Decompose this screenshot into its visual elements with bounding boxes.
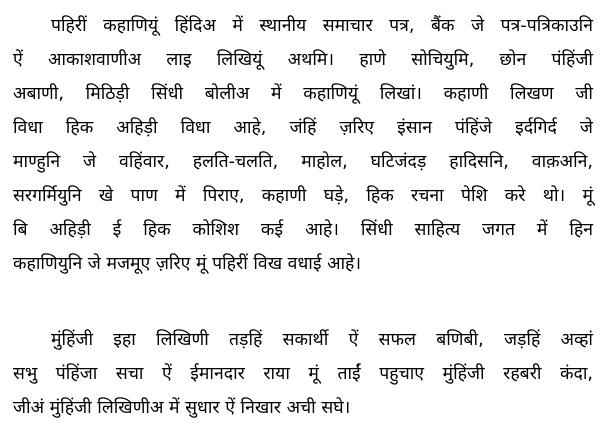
text-line: जीअं मुंहिंजी लिखिणीअ में सुधार ऐं निखार अची सघे।: [13, 398, 351, 418]
text-line: अबाणी, मिठिड़ी सिंधी बोलीअ में कहाणियूं लिखां। कहाणी लिखण जी: [13, 84, 593, 104]
text-line: पहिरीं कहाणियूं हिंदिअ में स्थानीय समाचार पत्र, बैंक जे पत्र-पत्रिकाउनि: [51, 16, 593, 36]
text-line: सभु पंहिंजा सचा ऐं ईमानदार राया मूं ताईं पहुचाए मुंहिंजी रहबरी कंदा,: [13, 364, 593, 384]
text-line: विधा हिक अहिड़ी विधा आहे, जंहिं ज़रिए इंसान पंहिंजे इर्दगिर्द जे: [13, 118, 593, 138]
text-line: सरगर्मियुनि खे पाण में पिराए, कहाणी घड़े, हिक रचना पेशि करे थो। मूं: [13, 186, 593, 206]
paragraph-1: [13, 9, 593, 281]
text-line: मुंहिंजी इहा लिखिणी तड़हिं सकार्थी ऐं सफल बणिबी, जड़हिं अव्हां: [51, 330, 593, 350]
text-line: ऐं आकाशवाणीअ लाइ लिखियूं अथमि। हाणे सोचियुमि, छोन पंहिंजी: [13, 50, 593, 70]
text-line: कहाणियुनि जे मजमूए ज़रिए मूं पहिरीं विख वधाई आहे।: [13, 254, 362, 274]
text-line: माण्हुनि जे वहिंवार, हलति-चलति, माहोल, घटिजंदड़ हादिसनि, वाक़अनि,: [13, 152, 593, 172]
paragraph-2: [13, 323, 593, 425]
text-line: बि अहिड़ी ई हिक कोशिश कई आहे। सिंधी साहित्य जगत में हिन: [13, 220, 593, 240]
